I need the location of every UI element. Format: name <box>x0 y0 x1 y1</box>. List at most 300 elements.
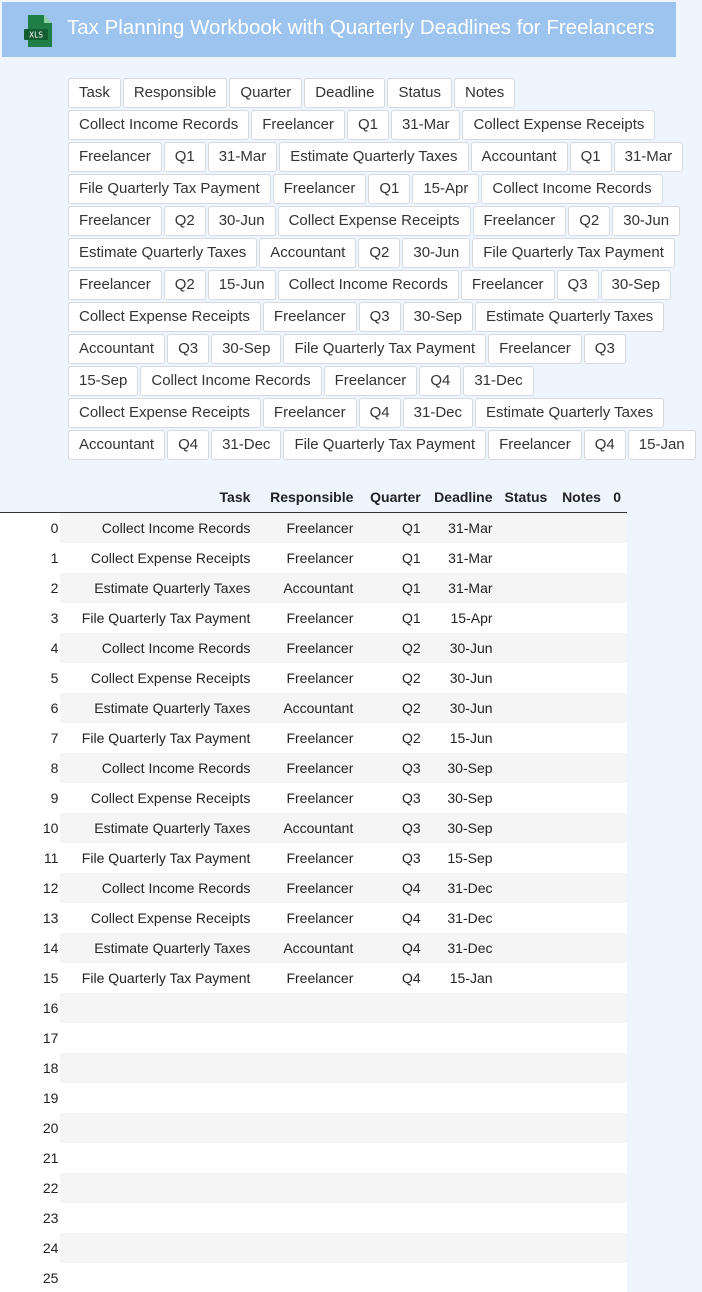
table-cell <box>359 1173 426 1203</box>
chip-button[interactable]: File Quarterly Tax Payment <box>283 430 486 460</box>
chip-button[interactable]: Task <box>68 78 121 108</box>
table-row <box>0 903 627 933</box>
table-cell: File Quarterly Tax Payment <box>60 603 256 633</box>
row-index-cell: 4 <box>0 633 60 663</box>
table-cell: Q3 <box>359 813 426 843</box>
table-cell: Freelancer <box>256 783 359 813</box>
table-row <box>0 1233 627 1263</box>
table-cell <box>359 1203 426 1233</box>
table-cell <box>499 1203 554 1233</box>
column-header[interactable]: Notes <box>562 489 601 505</box>
table-cell <box>256 1263 359 1292</box>
table-cell: Q1 <box>359 543 426 573</box>
table-cell <box>427 993 499 1023</box>
chip-button[interactable]: Collect Income Records <box>140 366 321 396</box>
table-row <box>0 993 627 1023</box>
table-cell: 30-Sep <box>427 753 499 783</box>
chip-button[interactable]: Freelancer <box>68 270 162 300</box>
table-cell <box>499 573 554 603</box>
xls-file-icon <box>22 14 54 48</box>
table-cell <box>256 1083 359 1113</box>
table-cell: 15-Jan <box>427 963 499 993</box>
table-cell <box>499 933 554 963</box>
table-cell: Accountant <box>256 933 359 963</box>
table-row <box>0 1023 627 1053</box>
table-row <box>0 1113 627 1143</box>
table-cell <box>553 993 607 1023</box>
table-row <box>0 513 627 544</box>
table-cell <box>607 1263 627 1292</box>
row-index-cell: 6 <box>0 693 60 723</box>
table-cell <box>256 1023 359 1053</box>
table-cell: File Quarterly Tax Payment <box>60 963 256 993</box>
row-index-cell: 11 <box>0 843 60 873</box>
table-cell <box>553 783 607 813</box>
table-cell <box>60 1143 256 1173</box>
table-cell: Q2 <box>359 723 426 753</box>
table-cell <box>256 1143 359 1173</box>
table-cell <box>499 723 554 753</box>
column-header[interactable]: Task <box>219 489 251 505</box>
table-cell: Q1 <box>359 513 426 544</box>
chip-button[interactable]: Q2 <box>568 206 610 236</box>
table-cell <box>256 1233 359 1263</box>
table-cell <box>427 1203 499 1233</box>
table-cell: Collect Expense Receipts <box>60 543 256 573</box>
table-cell <box>553 1263 607 1292</box>
column-header[interactable]: Status <box>504 489 548 505</box>
table-row <box>0 1203 627 1233</box>
table-cell <box>607 633 627 663</box>
chip-button[interactable]: Q2 <box>358 238 400 268</box>
table-cell: Q1 <box>359 573 426 603</box>
table-row <box>0 963 627 993</box>
row-index-cell: 5 <box>0 663 60 693</box>
chip-button[interactable]: 31-Dec <box>211 430 281 460</box>
table-cell: 15-Sep <box>427 843 499 873</box>
chip-button[interactable]: Collect Income Records <box>278 270 459 300</box>
chip-button[interactable]: Collect Expense Receipts <box>68 302 261 332</box>
table-cell <box>553 933 607 963</box>
table-row <box>0 543 627 573</box>
table-cell: Freelancer <box>256 543 359 573</box>
table-cell: 30-Sep <box>427 783 499 813</box>
table-header-row <box>0 482 627 513</box>
table-cell <box>607 603 627 633</box>
table-cell: 31-Dec <box>427 903 499 933</box>
table-cell <box>359 1053 426 1083</box>
table-cell: 15-Apr <box>427 603 499 633</box>
table-cell <box>60 993 256 1023</box>
table-row <box>0 1083 627 1113</box>
chip-button[interactable]: Accountant <box>471 142 568 172</box>
table-cell: Freelancer <box>256 663 359 693</box>
table-cell <box>60 1263 256 1292</box>
table-cell: Accountant <box>256 573 359 603</box>
chip-button[interactable]: Freelancer <box>461 270 555 300</box>
table-cell <box>607 903 627 933</box>
table-cell: Q3 <box>359 783 426 813</box>
chip-button[interactable]: Q3 <box>167 334 209 364</box>
table-row <box>0 843 627 873</box>
chip-button[interactable]: Freelancer <box>251 110 345 140</box>
row-index-cell: 15 <box>0 963 60 993</box>
chip-button[interactable]: 30-Jun <box>402 238 470 268</box>
chip-button[interactable]: Freelancer <box>488 430 582 460</box>
row-index-cell: 1 <box>0 543 60 573</box>
table-cell: Collect Income Records <box>60 513 256 544</box>
table-cell: Q4 <box>359 903 426 933</box>
table-cell <box>499 753 554 783</box>
chip-button[interactable]: Freelancer <box>68 142 162 172</box>
row-index-cell: 17 <box>0 1023 60 1053</box>
table-cell: Collect Expense Receipts <box>60 783 256 813</box>
chip-button[interactable]: File Quarterly Tax Payment <box>283 334 486 364</box>
row-index-cell: 8 <box>0 753 60 783</box>
table-cell <box>607 723 627 753</box>
chip-button[interactable]: Collect Income Records <box>68 110 249 140</box>
table-cell <box>60 1203 256 1233</box>
table-cell <box>60 1053 256 1083</box>
chip-button[interactable]: Q1 <box>570 142 612 172</box>
row-index-cell: 16 <box>0 993 60 1023</box>
chip-button[interactable]: Freelancer <box>68 206 162 236</box>
table-cell <box>553 1143 607 1173</box>
row-index-cell: 7 <box>0 723 60 753</box>
table-cell: Estimate Quarterly Taxes <box>60 693 256 723</box>
table-row <box>0 663 627 693</box>
table-cell: Accountant <box>256 693 359 723</box>
xls-icon-label: XLS <box>28 30 44 40</box>
table-cell <box>607 1113 627 1143</box>
chip-button[interactable]: Estimate Quarterly Taxes <box>279 142 468 172</box>
table-cell: 31-Dec <box>427 933 499 963</box>
table-row <box>0 873 627 903</box>
table-cell <box>499 693 554 723</box>
table-cell <box>499 1263 554 1292</box>
chip-button[interactable]: Collect Expense Receipts <box>462 110 655 140</box>
table-cell <box>256 1053 359 1083</box>
chip-button[interactable]: Estimate Quarterly Taxes <box>475 398 664 428</box>
table-cell: Collect Income Records <box>60 873 256 903</box>
table-row <box>0 1053 627 1083</box>
table-cell <box>359 1023 426 1053</box>
chip-button[interactable]: 30-Sep <box>211 334 281 364</box>
chip-button[interactable]: Q4 <box>419 366 461 396</box>
table-cell <box>607 813 627 843</box>
chip-button[interactable]: 15-Jun <box>208 270 276 300</box>
table-cell <box>359 1143 426 1173</box>
table-cell: Q2 <box>359 693 426 723</box>
table-row <box>0 633 627 663</box>
table-cell <box>256 1203 359 1233</box>
row-index-cell: 18 <box>0 1053 60 1083</box>
table-cell <box>553 1023 607 1053</box>
column-header[interactable] <box>0 482 60 513</box>
table-cell: Accountant <box>256 813 359 843</box>
table-cell: Q4 <box>359 933 426 963</box>
row-index-cell: 22 <box>0 1173 60 1203</box>
table-cell <box>607 573 627 603</box>
column-header[interactable]: 0 <box>613 489 621 505</box>
chip-button[interactable]: Freelancer <box>488 334 582 364</box>
table-cell <box>553 903 607 933</box>
table-cell <box>427 1263 499 1292</box>
table-body <box>0 513 627 1292</box>
chip-button[interactable]: Q1 <box>347 110 389 140</box>
table-cell: Collect Income Records <box>60 753 256 783</box>
table-row <box>0 783 627 813</box>
table-cell <box>607 513 627 544</box>
table-cell <box>499 663 554 693</box>
chip-button[interactable]: Q2 <box>164 206 206 236</box>
chip-button[interactable]: 31-Mar <box>614 142 684 172</box>
chip-button[interactable]: Status <box>387 78 452 108</box>
table-cell <box>427 1023 499 1053</box>
table-cell <box>553 573 607 603</box>
table-cell: Collect Expense Receipts <box>60 903 256 933</box>
table-cell: Freelancer <box>256 903 359 933</box>
table-cell <box>427 1083 499 1113</box>
table-cell: Freelancer <box>256 873 359 903</box>
chip-button[interactable]: Accountant <box>68 334 165 364</box>
table-cell: 31-Dec <box>427 873 499 903</box>
chip-button[interactable]: Q1 <box>164 142 206 172</box>
chip-button[interactable]: Collect Expense Receipts <box>278 206 471 236</box>
chip-button[interactable]: 30-Sep <box>403 302 473 332</box>
table-cell <box>499 873 554 903</box>
table-cell: Collect Expense Receipts <box>60 663 256 693</box>
column-header[interactable]: Quarter <box>370 489 421 505</box>
table-cell <box>607 993 627 1023</box>
table-cell <box>499 603 554 633</box>
table-row <box>0 723 627 753</box>
data-table <box>0 482 627 1292</box>
chip-button[interactable]: Deadline <box>304 78 385 108</box>
column-chip-list <box>68 78 700 462</box>
table-cell: Q4 <box>359 873 426 903</box>
table-cell: Freelancer <box>256 843 359 873</box>
table-cell <box>499 1143 554 1173</box>
table-cell <box>553 843 607 873</box>
table-cell: Collect Income Records <box>60 633 256 663</box>
table-cell <box>359 1083 426 1113</box>
chip-button[interactable]: File Quarterly Tax Payment <box>472 238 675 268</box>
chip-button[interactable]: Q4 <box>584 430 626 460</box>
table-cell <box>553 1173 607 1203</box>
table-row <box>0 813 627 843</box>
table-cell <box>607 783 627 813</box>
chip-button[interactable]: Q1 <box>368 174 410 204</box>
table-cell <box>553 1233 607 1263</box>
table-cell <box>499 633 554 663</box>
table-cell <box>499 993 554 1023</box>
chip-button[interactable]: 30-Sep <box>601 270 671 300</box>
chip-button[interactable]: Estimate Quarterly Taxes <box>475 302 664 332</box>
table-cell: Freelancer <box>256 603 359 633</box>
chip-button[interactable]: Freelancer <box>324 366 418 396</box>
chip-button[interactable]: Freelancer <box>473 206 567 236</box>
table-cell: Estimate Quarterly Taxes <box>60 813 256 843</box>
table-cell: 31-Mar <box>427 513 499 544</box>
table-cell <box>427 1053 499 1083</box>
page-title: Tax Planning Workbook with Quarterly Deadlines for Freelancers <box>67 16 655 39</box>
row-index-cell: 10 <box>0 813 60 843</box>
table-cell: Freelancer <box>256 963 359 993</box>
chip-button[interactable]: 31-Mar <box>208 142 278 172</box>
table-row <box>0 573 627 603</box>
column-header[interactable]: Responsible <box>270 489 354 505</box>
table-cell <box>607 1173 627 1203</box>
table-cell <box>607 933 627 963</box>
table-cell <box>60 1023 256 1053</box>
table-cell <box>553 1203 607 1233</box>
table-cell <box>60 1233 256 1263</box>
table-row <box>0 1263 627 1292</box>
table-cell: Q2 <box>359 663 426 693</box>
table-cell: Freelancer <box>256 513 359 544</box>
row-index-cell: 14 <box>0 933 60 963</box>
table-cell <box>553 753 607 783</box>
table-cell: 31-Mar <box>427 573 499 603</box>
table-cell: 31-Mar <box>427 543 499 573</box>
chip-button[interactable]: 30-Jun <box>208 206 276 236</box>
chip-button[interactable]: Quarter <box>229 78 302 108</box>
table-cell <box>499 513 554 544</box>
row-index-cell: 0 <box>0 513 60 544</box>
table-cell <box>256 1173 359 1203</box>
table-cell: Freelancer <box>256 723 359 753</box>
chip-button[interactable]: Q2 <box>164 270 206 300</box>
data-table-container <box>0 482 627 1292</box>
table-row <box>0 693 627 723</box>
table-cell: Freelancer <box>256 633 359 663</box>
table-cell <box>553 1113 607 1143</box>
table-cell: Estimate Quarterly Taxes <box>60 573 256 603</box>
table-cell: Freelancer <box>256 753 359 783</box>
table-row <box>0 1173 627 1203</box>
table-cell <box>499 543 554 573</box>
table-cell <box>553 513 607 544</box>
table-cell <box>607 873 627 903</box>
table-row <box>0 1143 627 1173</box>
table-cell <box>499 783 554 813</box>
table-cell: Q4 <box>359 963 426 993</box>
table-cell: File Quarterly Tax Payment <box>60 843 256 873</box>
table-cell <box>499 813 554 843</box>
table-cell <box>553 723 607 753</box>
table-cell <box>553 1053 607 1083</box>
chip-button[interactable]: Freelancer <box>263 302 357 332</box>
chip-button[interactable]: Q3 <box>584 334 626 364</box>
table-cell <box>499 1113 554 1143</box>
chip-button[interactable]: Freelancer <box>263 398 357 428</box>
table-cell <box>607 543 627 573</box>
row-index-cell: 19 <box>0 1083 60 1113</box>
table-cell <box>499 1233 554 1263</box>
chip-button[interactable]: Q4 <box>167 430 209 460</box>
table-cell <box>607 1233 627 1263</box>
table-cell <box>427 1173 499 1203</box>
chip-button[interactable]: 15-Sep <box>68 366 138 396</box>
row-index-cell: 24 <box>0 1233 60 1263</box>
chip-button[interactable]: 15-Apr <box>412 174 479 204</box>
column-header[interactable]: Deadline <box>434 489 493 505</box>
table-cell <box>499 843 554 873</box>
table-cell <box>553 813 607 843</box>
table-cell <box>499 903 554 933</box>
table-cell <box>553 693 607 723</box>
table-cell: Estimate Quarterly Taxes <box>60 933 256 963</box>
table-cell <box>607 963 627 993</box>
chip-button[interactable]: Collect Expense Receipts <box>68 398 261 428</box>
row-index-cell: 20 <box>0 1113 60 1143</box>
chip-button[interactable]: Freelancer <box>273 174 367 204</box>
table-cell <box>607 693 627 723</box>
table-cell <box>607 1053 627 1083</box>
table-cell: 30-Sep <box>427 813 499 843</box>
table-cell <box>60 1173 256 1203</box>
chip-button[interactable]: 15-Jan <box>628 430 696 460</box>
chip-button[interactable]: Responsible <box>123 78 228 108</box>
table-cell: File Quarterly Tax Payment <box>60 723 256 753</box>
table-row <box>0 753 627 783</box>
table-row <box>0 933 627 963</box>
chip-button[interactable]: Q3 <box>359 302 401 332</box>
row-index-cell: 12 <box>0 873 60 903</box>
chip-button[interactable]: File Quarterly Tax Payment <box>68 174 271 204</box>
chip-button[interactable]: 31-Mar <box>391 110 461 140</box>
chip-button[interactable]: Estimate Quarterly Taxes <box>68 238 257 268</box>
table-cell <box>607 1143 627 1173</box>
chip-button[interactable]: Accountant <box>259 238 356 268</box>
row-index-cell: 13 <box>0 903 60 933</box>
chip-button[interactable]: Collect Income Records <box>481 174 662 204</box>
chip-button[interactable]: Accountant <box>68 430 165 460</box>
chip-button[interactable]: 31-Dec <box>403 398 473 428</box>
table-cell <box>607 1203 627 1233</box>
table-cell <box>553 873 607 903</box>
table-cell <box>499 1053 554 1083</box>
table-row <box>0 603 627 633</box>
table-cell: 30-Jun <box>427 633 499 663</box>
row-index-cell: 25 <box>0 1263 60 1292</box>
table-cell: Q3 <box>359 843 426 873</box>
table-cell <box>499 1173 554 1203</box>
row-index-cell: 21 <box>0 1143 60 1173</box>
table-cell <box>553 663 607 693</box>
row-index-cell: 3 <box>0 603 60 633</box>
table-cell: Q3 <box>359 753 426 783</box>
chip-button[interactable]: Q4 <box>359 398 401 428</box>
table-cell <box>607 843 627 873</box>
table-cell: 15-Jun <box>427 723 499 753</box>
chip-button[interactable]: 31-Dec <box>463 366 533 396</box>
table-cell <box>607 1023 627 1053</box>
table-cell <box>607 1083 627 1113</box>
table-cell: Q1 <box>359 603 426 633</box>
table-cell <box>553 603 607 633</box>
chip-button[interactable]: Notes <box>454 78 515 108</box>
table-cell: Q2 <box>359 633 426 663</box>
chip-button[interactable]: 30-Jun <box>612 206 680 236</box>
table-cell: 30-Jun <box>427 663 499 693</box>
row-index-cell: 23 <box>0 1203 60 1233</box>
table-cell <box>427 1233 499 1263</box>
row-index-cell: 2 <box>0 573 60 603</box>
chip-button[interactable]: Q3 <box>557 270 599 300</box>
table-cell <box>553 633 607 663</box>
